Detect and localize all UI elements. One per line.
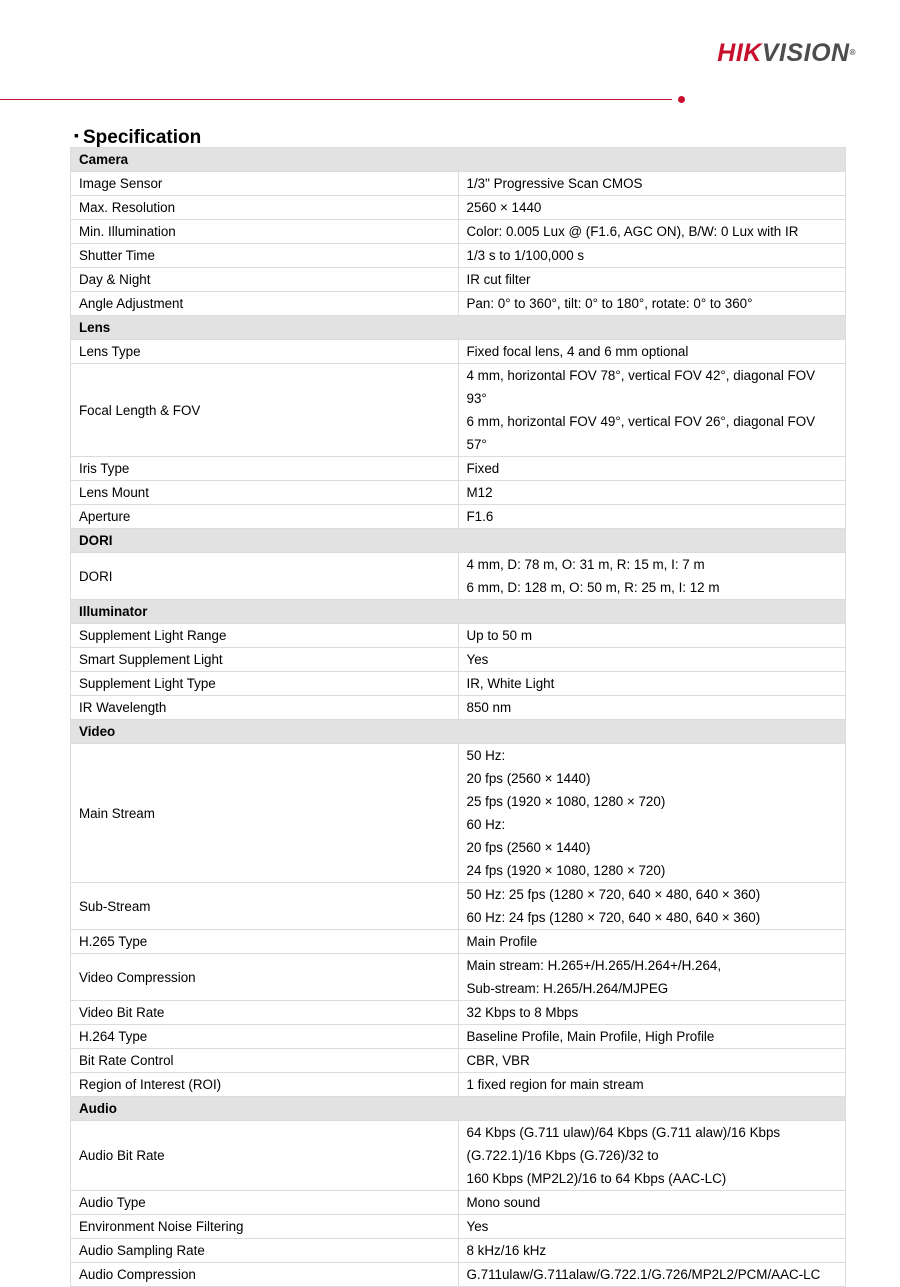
spec-row	[71, 1215, 846, 1239]
spec-label: Audio Bit Rate	[71, 1121, 459, 1191]
spec-value	[458, 172, 846, 196]
spec-value-line: 20 fps (2560 × 1440)	[466, 840, 591, 855]
spec-value-line: 2560 × 1440	[466, 200, 542, 215]
spec-value	[458, 648, 846, 672]
spec-label: H.264 Type	[71, 1025, 459, 1049]
spec-value	[458, 364, 846, 457]
spec-label: Iris Type	[71, 457, 459, 481]
spec-row	[71, 624, 846, 648]
spec-label: Environment Noise Filtering	[71, 1215, 459, 1239]
spec-row	[71, 1001, 846, 1025]
spec-value-line: 50 Hz:	[466, 748, 506, 763]
group-header-row	[71, 316, 846, 340]
spec-value	[458, 1263, 846, 1287]
spec-value	[458, 1215, 846, 1239]
spec-value	[458, 220, 846, 244]
spec-row	[71, 244, 846, 268]
spec-value-line: Baseline Profile, Main Profile, High Profile	[466, 1029, 715, 1044]
spec-value	[458, 457, 846, 481]
spec-label: Shutter Time	[71, 244, 459, 268]
group-header-row	[71, 148, 846, 172]
spec-row	[71, 457, 846, 481]
spec-row	[71, 220, 846, 244]
spec-value	[458, 268, 846, 292]
spec-label: Supplement Light Range	[71, 624, 459, 648]
spec-row	[71, 172, 846, 196]
group-header: Illuminator	[71, 600, 846, 624]
spec-label: Focal Length & FOV	[71, 364, 459, 457]
group-header-row	[71, 600, 846, 624]
spec-row	[71, 1191, 846, 1215]
spec-value	[458, 1025, 846, 1049]
brand-logo-registered: ®	[849, 48, 856, 57]
spec-value-line: Up to 50 m	[466, 628, 532, 643]
spec-label: Main Stream	[71, 744, 459, 883]
spec-row	[71, 340, 846, 364]
spec-label: Lens Mount	[71, 481, 459, 505]
spec-value-line: 6 mm, horizontal FOV 49°, vertical FOV 26°, diagonal FOV 57°	[466, 414, 816, 452]
spec-row	[71, 696, 846, 720]
spec-value-line: Fixed	[466, 461, 500, 476]
group-header: Audio	[71, 1097, 846, 1121]
spec-value	[458, 883, 846, 930]
spec-row	[71, 1049, 846, 1073]
spec-label: Bit Rate Control	[71, 1049, 459, 1073]
spec-value-line: Yes	[466, 652, 489, 667]
spec-value-line: Fixed focal lens, 4 and 6 mm optional	[466, 344, 689, 359]
spec-value-line: 60 Hz: 24 fps (1280 × 720, 640 × 480, 640 × 360)	[466, 910, 761, 925]
spec-label: Audio Sampling Rate	[71, 1239, 459, 1263]
spec-value	[458, 624, 846, 648]
spec-value-line: 20 fps (2560 × 1440)	[466, 771, 591, 786]
spec-table-body	[71, 148, 846, 1287]
header-rule	[0, 99, 672, 100]
spec-value	[458, 1191, 846, 1215]
spec-value	[458, 292, 846, 316]
spec-row	[71, 268, 846, 292]
spec-label: Smart Supplement Light	[71, 648, 459, 672]
spec-label: Aperture	[71, 505, 459, 529]
spec-value	[458, 553, 846, 600]
spec-value	[458, 505, 846, 529]
spec-row	[71, 883, 846, 930]
spec-row	[71, 505, 846, 529]
spec-value-line: M12	[466, 485, 493, 500]
spec-value-line: 6 mm, D: 128 m, O: 50 m, R: 25 m, I: 12 m	[466, 580, 720, 595]
spec-value	[458, 1239, 846, 1263]
spec-value	[458, 1121, 846, 1191]
spec-label: Min. Illumination	[71, 220, 459, 244]
spec-row	[71, 481, 846, 505]
spec-value-line: 4 mm, horizontal FOV 78°, vertical FOV 42°, diagonal FOV 93°	[466, 368, 816, 406]
spec-row	[71, 1239, 846, 1263]
spec-row	[71, 954, 846, 1001]
group-header-row	[71, 720, 846, 744]
spec-value-line: Main Profile	[466, 934, 538, 949]
section-bullet: ▪	[74, 127, 79, 143]
spec-label: Video Compression	[71, 954, 459, 1001]
spec-row	[71, 744, 846, 883]
header-rule-dot	[678, 96, 685, 103]
spec-label: Day & Night	[71, 268, 459, 292]
spec-row	[71, 1121, 846, 1191]
spec-value	[458, 244, 846, 268]
spec-value-line: F1.6	[466, 509, 494, 524]
spec-label: Angle Adjustment	[71, 292, 459, 316]
spec-row	[71, 553, 846, 600]
spec-value-line: 25 fps (1920 × 1080, 1280 × 720)	[466, 794, 666, 809]
spec-label: H.265 Type	[71, 930, 459, 954]
group-header: DORI	[71, 529, 846, 553]
spec-value	[458, 1073, 846, 1097]
spec-value-line: 8 kHz/16 kHz	[466, 1243, 547, 1258]
spec-label: Audio Type	[71, 1191, 459, 1215]
spec-value-line: G.711ulaw/G.711alaw/G.722.1/G.726/MP2L2/PCM/AAC-LC	[466, 1267, 821, 1282]
spec-value	[458, 672, 846, 696]
group-header: Camera	[71, 148, 846, 172]
spec-value-line: Main stream: H.265+/H.265/H.264+/H.264,	[466, 958, 722, 973]
spec-row	[71, 292, 846, 316]
group-header-row	[71, 529, 846, 553]
spec-value	[458, 1049, 846, 1073]
spec-value-line: 60 Hz:	[466, 817, 506, 832]
spec-value-line: IR cut filter	[466, 272, 531, 287]
spec-value-line: 1 fixed region for main stream	[466, 1077, 644, 1092]
spec-value-line: Color: 0.005 Lux @ (F1.6, AGC ON), B/W: 0 Lux with IR	[466, 224, 799, 239]
spec-value-line: 50 Hz: 25 fps (1280 × 720, 640 × 480, 640 × 360)	[466, 887, 761, 902]
spec-label: Region of Interest (ROI)	[71, 1073, 459, 1097]
brand-logo-hik: HIK	[717, 39, 762, 67]
spec-value	[458, 340, 846, 364]
brand-logo	[717, 38, 856, 68]
spec-row	[71, 364, 846, 457]
spec-value-line: 24 fps (1920 × 1080, 1280 × 720)	[466, 863, 666, 878]
spec-value	[458, 744, 846, 883]
spec-value	[458, 196, 846, 220]
spec-row	[71, 1263, 846, 1287]
spec-value-line: 32 Kbps to 8 Mbps	[466, 1005, 579, 1020]
spec-value	[458, 481, 846, 505]
group-header-row	[71, 1097, 846, 1121]
spec-row	[71, 648, 846, 672]
spec-value-line: Mono sound	[466, 1195, 541, 1210]
spec-value-line: 1/3 s to 1/100,000 s	[466, 248, 585, 263]
group-header: Video	[71, 720, 846, 744]
spec-label: IR Wavelength	[71, 696, 459, 720]
spec-value-line: 1/3" Progressive Scan CMOS	[466, 176, 643, 191]
spec-row	[71, 1025, 846, 1049]
section-title-text: Specification	[82, 127, 202, 148]
spec-value-line: IR, White Light	[466, 676, 555, 691]
spec-value	[458, 930, 846, 954]
spec-value-line: 64 Kbps (G.711 ulaw)/64 Kbps (G.711 alaw)/16 Kbps (G.722.1)/16 Kbps (G.726)/32 to	[466, 1125, 781, 1163]
spec-value	[458, 1001, 846, 1025]
spec-label: Video Bit Rate	[71, 1001, 459, 1025]
spec-label: Max. Resolution	[71, 196, 459, 220]
spec-label: Audio Compression	[71, 1263, 459, 1287]
spec-value-line: 160 Kbps (MP2L2)/16 to 64 Kbps (AAC-LC)	[466, 1171, 727, 1186]
spec-table	[70, 147, 846, 1287]
spec-label: Supplement Light Type	[71, 672, 459, 696]
brand-logo-vision: VISION	[761, 39, 850, 67]
spec-row	[71, 1073, 846, 1097]
spec-value-line: 850 nm	[466, 700, 512, 715]
spec-value-line: Yes	[466, 1219, 489, 1234]
spec-value-line: Pan: 0° to 360°, tilt: 0° to 180°, rotate: 0° to 360°	[466, 296, 753, 311]
spec-row	[71, 196, 846, 220]
spec-value	[458, 696, 846, 720]
spec-label: Sub-Stream	[71, 883, 459, 930]
spec-value	[458, 954, 846, 1001]
spec-label: Image Sensor	[71, 172, 459, 196]
spec-row	[71, 930, 846, 954]
spec-row	[71, 672, 846, 696]
spec-label: DORI	[71, 553, 459, 600]
group-header: Lens	[71, 316, 846, 340]
spec-value-line: CBR, VBR	[466, 1053, 530, 1068]
spec-label: Lens Type	[71, 340, 459, 364]
spec-value-line: Sub-stream: H.265/H.264/MJPEG	[466, 981, 669, 996]
spec-value-line: 4 mm, D: 78 m, O: 31 m, R: 15 m, I: 7 m	[466, 557, 705, 572]
